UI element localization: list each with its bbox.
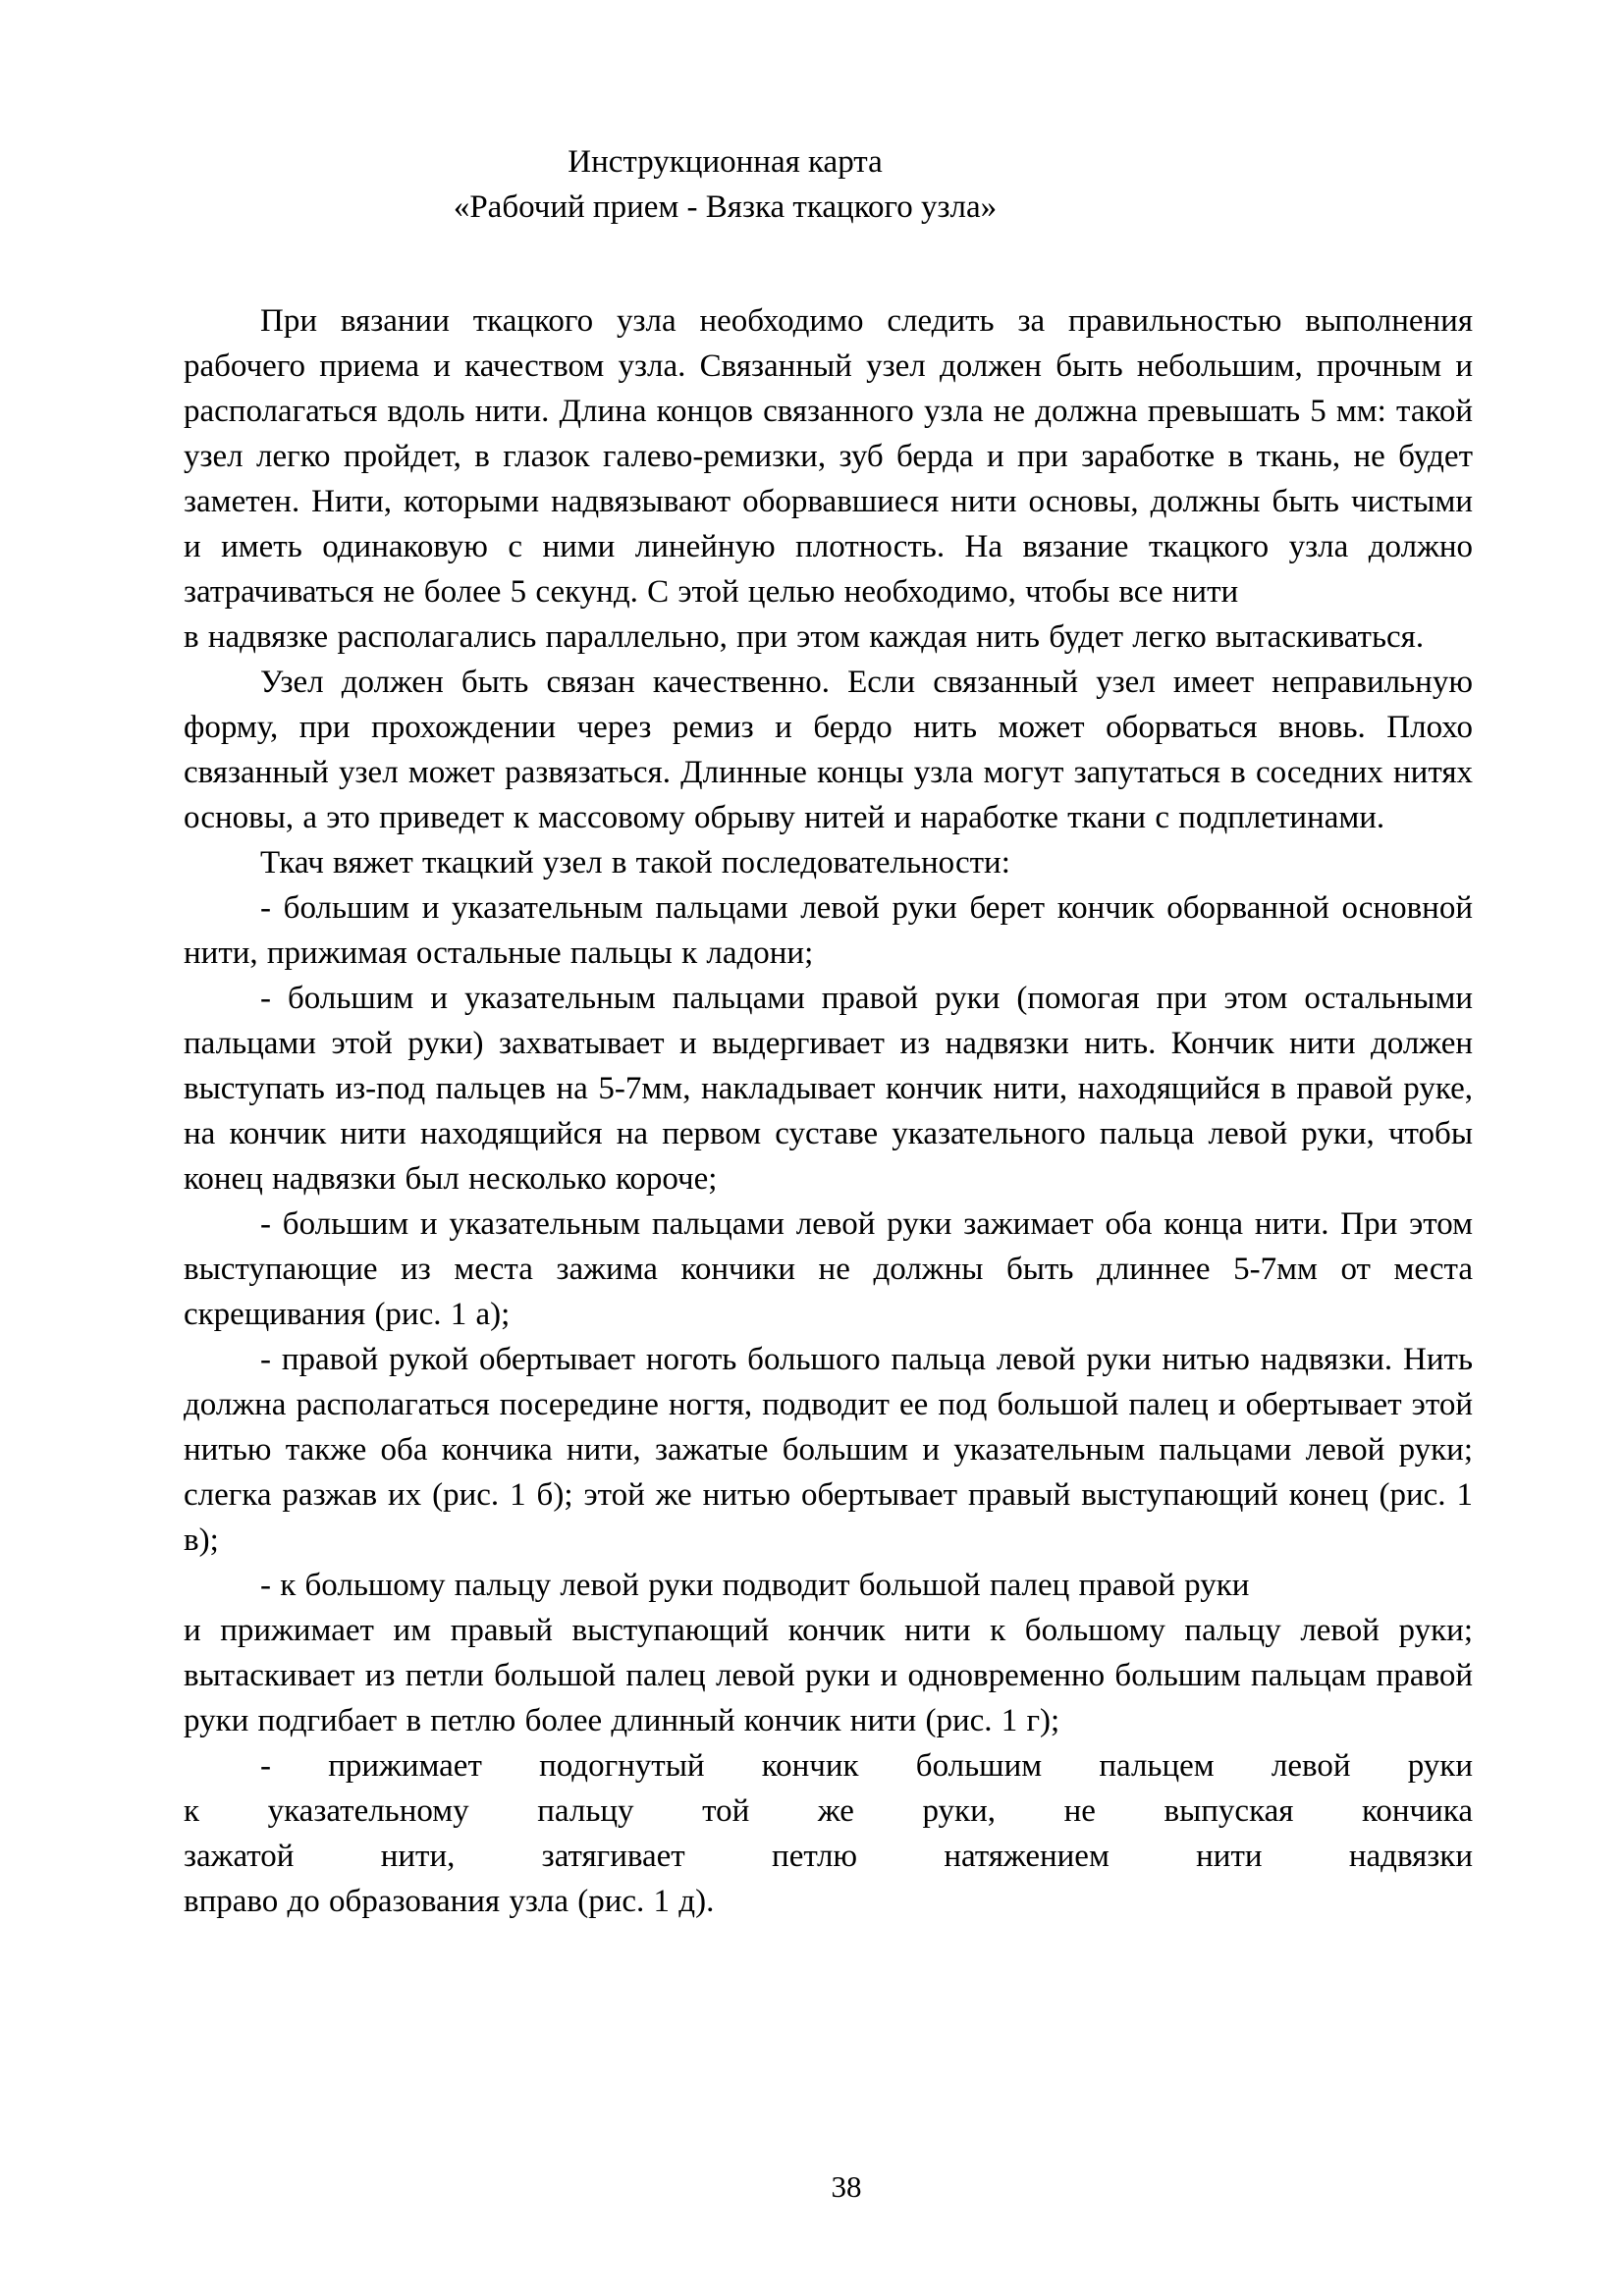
paragraph-segment: - большим и указательным пальцами левой руки зажимает оба конца нити. При этом выступающие из места зажима кончики не должны быть длиннее 5-7мм от места скрещивания (рис. 1 а); (184, 1206, 1473, 1332)
paragraph-segment: Ткач вяжет ткацкий узел в такой последовательности: (260, 845, 1010, 881)
paragraph-segment: в надвязке располагались параллельно, при этом каждая нить будет легко вытаскиваться. (184, 619, 1425, 655)
paragraph-segment: вправо до образования узла (рис. 1 д). (184, 1884, 715, 1919)
paragraph-segment: - прижимает подогнутый кончик большим пальцем левой руки (260, 1748, 1473, 1784)
paragraph-segment: - правой рукой обертывает ноготь большого пальца левой руки нитью надвязки. Нить должна располагаться посередине ногтя, подводит ее под большой палец и обертывает этой нитью также оба кончика нити, зажатые большим и указательным пальцами левой руки; слегка разжав их (рис. 1 б); этой же нитью обертывает правый выступающий конец (рис. 1 в); (184, 1342, 1473, 1558)
paragraph-segment: - к большому пальцу левой руки подводит большой палец правой руки (260, 1568, 1250, 1603)
document-content (184, 139, 1473, 1924)
paragraph-segment: - большим и указательным пальцами правой руки (помогая при этом остальными пальцами этой руки) захватывает и выдергивает из надвязки нить. Кончик нити должен выступать из-под пальцев на 5-7мм, накладывает кончик нити, находящийся в правой руке, на кончик нити находящийся на первом суставе указательного пальца левой руки, чтобы конец надвязки был несколько короче; (184, 981, 1473, 1197)
title-line-1: Инструкционная карта (568, 144, 883, 180)
paragraph-segment: - большим и указательным пальцами левой руки берет кончик оборванной основной нити, прижимая остальные пальцы к ладони; (184, 890, 1473, 971)
paragraph-segment: зажатой нити, затягивает петлю натяжением нити надвязки (184, 1839, 1473, 1874)
paragraph-segment: При вязании ткацкого узла необходимо следить за правильностью выполнения рабочего приема и качеством узла. Связанный узел должен быть небольшим, прочным и располагаться вдоль нити. Длина концов связанного узла не должна превышать 5 мм: такой узел легко пройдет, в глазок галево-ремизки, зуб берда и при заработке в ткань, не будет заметен. Нити, которыми надвязывают оборвавшиеся нити основы, должны быть чистыми и иметь одинаковую с ними линейную плотность. На вязание ткацкого узла должно затрачиваться не более 5 секунд. С этой целью необходимо, чтобы все нити (184, 303, 1473, 610)
paragraph-segment: и прижимает им правый выступающий кончик нити к большому пальцу левой руки; вытаскивает из петли большой палец левой руки и одновременно большим пальцам правой руки подгибает в петлю более длинный кончик нити (рис. 1 г); (184, 1613, 1473, 1738)
paragraph-segment: Узел должен быть связан качественно. Если связанный узел имеет неправильную форму, при прохождении через ремиз и бердо нить может оборваться вновь. Плохо связанный узел может развязаться. Длинные концы узла могут запутаться в соседних нитях основы, а это приведет к массовому обрыву нитей и наработке ткани с подплетинами. (184, 665, 1473, 835)
document-title (184, 139, 1473, 230)
page-number: 38 (831, 2169, 862, 2204)
document-body (184, 298, 1473, 1924)
paragraph-segment: к указательному пальцу той же руки, не выпуская кончика (184, 1793, 1473, 1829)
title-line-2: «Рабочий прием - Вязка ткацкого узла» (453, 189, 998, 225)
